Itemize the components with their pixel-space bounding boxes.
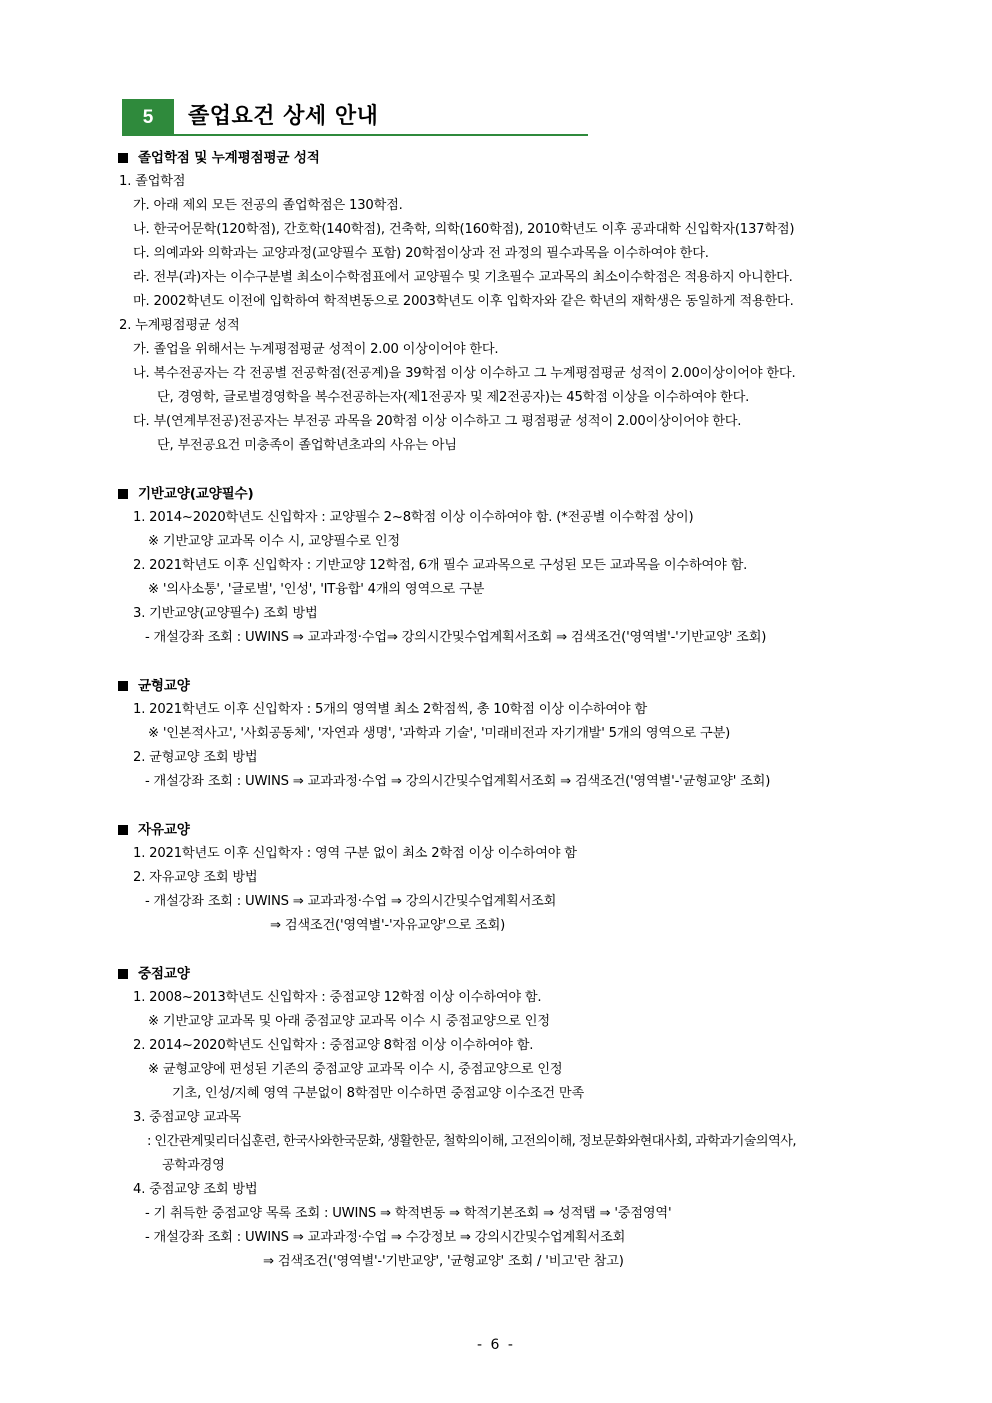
page-number: - 6 - [477,1337,515,1353]
section-heading-text: 졸업학점 및 누계평점평균 성적 [138,150,320,166]
section-heading-text: 균형교양 [138,678,190,694]
text-line: 기초, 인성/지혜 영역 구분없이 8학점만 이수하면 중점교양 이수조건 만족 [172,1086,584,1101]
text-line: 1. 2021학년도 이후 신입학자 : 영역 구분 없이 최소 2학점 이상 이수하여야 함 [133,846,577,861]
text-line: 1. 2014~2020학년도 신입학자 : 교양필수 2~8학점 이상 이수하여야 함. (*전공별 이수학점 상이) [133,510,694,525]
text-line: 가. 졸업을 위해서는 누계평점평균 성적이 2.00 이상이어야 한다. [133,342,499,357]
text-line: 1. 졸업학점 [119,174,186,189]
section-heading-core-liberal-arts [118,964,190,984]
text-line: 단, 경영학, 글로벌경영학을 복수전공하는자(제1전공자 및 제2전공자)는 45학점 이상을 이수하여야 한다. [157,390,750,405]
header-underline [174,134,588,136]
text-line: 4. 중점교양 조회 방법 [133,1182,258,1197]
text-line: - 개설강좌 조회 : UWINS ⇒ 교과과정·수업⇒ 강의시간및수업계획서조회 ⇒ 검색조건('영역별'-'기반교양' 조회) [145,630,767,645]
page-title: 졸업요건 상세 안내 [188,104,379,129]
text-line: - 개설강좌 조회 : UWINS ⇒ 교과과정·수업 ⇒ 강의시간및수업계획서조회 [145,894,557,909]
text-line: ※ 기반교양 교과목 및 아래 중점교양 교과목 이수 시 중점교양으로 인정 [148,1014,550,1029]
section-heading-text: 중점교양 [138,966,190,982]
text-line: 1. 2008~2013학년도 신입학자 : 중점교양 12학점 이상 이수하여야 함. [133,990,542,1005]
section-heading-free-liberal-arts [118,820,190,840]
text-line: 가. 아래 제외 모든 전공의 졸업학점은 130학점. [133,198,403,213]
text-line: ⇒ 검색조건('영역별'-'자유교양'으로 조회) [270,918,506,933]
text-line: ※ '인본적사고', '사회공동체', '자연과 생명', '과학과 기술', '미래비전과 자기개발' 5개의 영역으로 구분) [148,726,731,741]
text-line: 다. 부(연계부전공)전공자는 부전공 과목을 20학점 이상 이수하고 그 평점평균 성적이 2.00이상이어야 한다. [133,414,742,429]
section-heading-graduation-credits [118,148,320,168]
text-line: - 개설강좌 조회 : UWINS ⇒ 교과과정·수업 ⇒ 강의시간및수업계획서조회 ⇒ 검색조건('영역별'-'균형교양' 조회) [145,774,771,789]
section-heading-text: 자유교양 [138,822,190,838]
section-heading-basic-liberal-arts [118,484,253,504]
square-bullet-icon [118,825,128,835]
square-bullet-icon [118,489,128,499]
text-line: 나. 복수전공자는 각 전공별 전공학점(전공계)을 39학점 이상 이수하고 그 누계평점평균 성적이 2.00이상이어야 한다. [133,366,796,381]
text-line: 2. 2014~2020학년도 신입학자 : 중점교양 8학점 이상 이수하여야 함. [133,1038,534,1053]
section-heading-text: 기반교양(교양필수) [138,486,254,502]
section-header-banner [122,99,588,136]
text-line: 라. 전부(과)자는 이수구분별 최소이수학점표에서 교양필수 및 기초필수 교과목의 최소이수학점은 적용하지 아니한다. [133,270,793,285]
square-bullet-icon [118,969,128,979]
text-line: 2. 자유교양 조회 방법 [133,870,258,885]
text-line: - 기 취득한 중점교양 목록 조회 : UWINS ⇒ 학적변동 ⇒ 학적기본조회 ⇒ 성적탭 ⇒ '중점영역' [145,1206,672,1221]
text-line: 다. 의예과와 의학과는 교양과정(교양필수 포함) 20학점이상과 전 과정의 필수과목을 이수하여야 한다. [133,246,709,261]
text-line: ※ 균형교양에 편성된 기존의 중점교양 교과목 이수 시, 중점교양으로 인정 [148,1062,563,1077]
section-number-badge: 5 [122,99,174,136]
text-line: 2. 균형교양 조회 방법 [133,750,258,765]
text-line: 3. 기반교양(교양필수) 조회 방법 [133,606,318,621]
text-line: ※ '의사소통', '글로벌', '인성', 'IT융합' 4개의 영역으로 구분 [148,582,485,597]
text-line: 1. 2021학년도 이후 신입학자 : 5개의 영역별 최소 2학점씩, 총 10학점 이상 이수하여야 함 [133,702,648,717]
text-line: : 인간관계및리더십훈련, 한국사와한국문화, 생활한문, 철학의이해, 고전의이해, 정보문화와현대사회, 과학과기술의역사, [147,1134,796,1149]
section-heading-balanced-liberal-arts [118,676,190,696]
text-line: 단, 부전공요건 미충족이 졸업학년초과의 사유는 아님 [157,438,457,453]
square-bullet-icon [118,681,128,691]
text-line: 공학과경영 [162,1158,225,1173]
square-bullet-icon [118,153,128,163]
text-line: 2. 2021학년도 이후 신입학자 : 기반교양 12학점, 6개 필수 교과목으로 구성된 모든 교과목을 이수하여야 함. [133,558,748,573]
text-line: 나. 한국어문학(120학점), 간호학(140학점), 건축학, 의학(160학점), 2010학년도 이후 공과대학 신입학자(137학점) [133,222,795,237]
text-line: ※ 기반교양 교과목 이수 시, 교양필수로 인정 [148,534,400,549]
text-line: ⇒ 검색조건('영역별'-'기반교양', '균형교양' 조회 / '비고'란 참고) [263,1254,624,1269]
text-line: 2. 누계평점평균 성적 [119,318,240,333]
text-line: 3. 중점교양 교과목 [133,1110,241,1125]
text-line: - 개설강좌 조회 : UWINS ⇒ 교과과정·수업 ⇒ 수강정보 ⇒ 강의시간및수업계획서조회 [145,1230,626,1245]
text-line: 마. 2002학년도 이전에 입학하여 학적변동으로 2003학년도 이후 입학자와 같은 학년의 재학생은 동일하게 적용한다. [133,294,794,309]
